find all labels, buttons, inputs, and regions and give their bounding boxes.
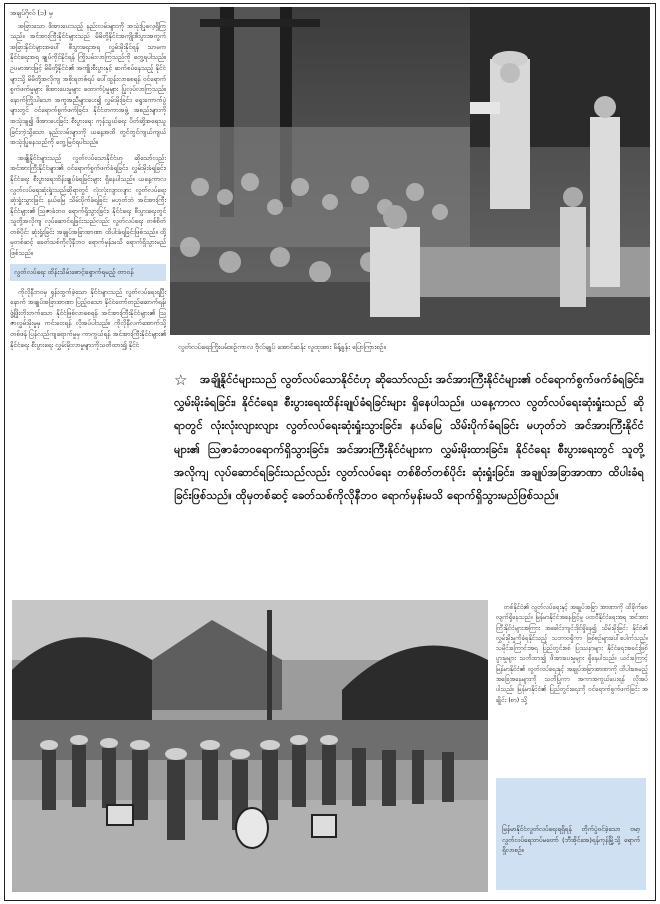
continued-header: အချပ်ဂိုလ် (၁) မှ bbox=[10, 9, 53, 17]
pull-quote bbox=[174, 368, 644, 507]
left-column bbox=[10, 8, 166, 355]
pull-quote-text: အချို့နိုင်ငံများသည် လွတ်လပ်သောနိုင်ငံဟု ဆိုသော်လည်း အင်အားကြီးနိုင်ငံများ၏ ဝင်ရောက်စွက်ဖက်ခံရခြင်း၊ လွှမ်းမိုးခံရခြင်း၊ နိုင်ငံရေး၊ စီးပွားရေးထိန်းချုပ်ခံရခြင်းများ ရှိနေပါသည်။ ယနေ့ကာလ လွတ်လပ်ရေးဆုံးရှုံးသည် ဆိုရာတွင် လုံးလုံးလျားလျား လွတ်လပ်ရေးဆုံးရှုံးသွားခြင်း၊ နယ်မြေ သိမ်းပိုက်ခံရခြင်း မဟုတ်ဘဲ အင်အားကြီးနိုင်ငံများ၏ ဩဇာခံဘဝရောက်ရှိသွားခြင်း၊ အင်အားကြီးနိုင်ငံများက လွှမ်းမိုးထားခြင်း၊ နိုင်ငံရေး စီးပွားရေးတွင် သူတို့အလိုကျ လုပ်ဆောင်ရခြင်းသည်လည်း လွတ်လပ်ရေး တစ်စိတ်တစ်ပိုင်း ဆုံးရှုံးခြင်း၊ အချုပ်အခြာအာဏာ ထိပါးခံရခြင်းဖြစ်သည်။ ထိုမှတစ်ဆင့် ခေတ်သစ်ကိုလိုနီဘဝ ရောက်မှန်းမသိ ရောက်ရှိသွားမည်ဖြစ်သည်။ bbox=[174, 372, 644, 503]
bottom-photo-caption: မြန်မာနိုင်ငံလွတ်လပ်ရေးရရှိရန် တိုက်ပွဲဝင်ခဲ့သော ဗမာ့လွတ်လပ်ရေးတပ်မတော် (ဘီအိုင်အေ)ရန်ကုန်မြို့သို့ ရောက်ရှိလာစဉ်။ bbox=[496, 778, 646, 890]
left-paragraph-3: ကိုလိုနီဘဝမှ ရုန်းထွက်ခဲ့သော နိုင်ငံများသည် လွတ်လပ်ရေးရပြီးနောက် အချုပ်အခြာအာဏာ ပြည့်ဝသော နိုင်ငံတော်တည်ဆောက်ရန်၊ ဖွံ့ဖြိုးတိုးတက်သော နိုင်ငံဖြစ်လာစေရန် အင်အားကြီးနိုင်ငံများ၏ သြဇာလွှမ်းမိုးမှုမှ ကင်းဝေးရန် လိုအပ်ပါသည်။ ကိုလိုနီလက်အောက်သို့ တစ်ဖန် ပြန်လည်ကျရောက်မှုမှ ကာကွယ်ရန် အင်အားကြီးနိုင်ငံများ၏ နိုင်ငံရေး စီးပွားရေး လွှမ်းမိုးလာမှုများကိုသတိထား၍ နိုင်ငံ bbox=[10, 287, 166, 349]
right-paragraph: တစ်နိုင်ငံ၏ လွတ်လပ်ရေးနှင့် အချုပ်အခြာ အာဏာကို ထိခိုက်စေလျက်ရှိနေသည်။ မြန်မာနိုင်ငံအနေဖြင့်မူ ပထဝီနိုင်ငံရေးအရ အင်အားကြီးနိုင်ငံများအကြား အခေါင်းကျင်းဒိုင်ရှိနေ၍ သိမ်းမိုးခြင်း နိုင်ငံ၏ လွှမ်းမိုးမှုကိုခံရနိုင်သည့် သဘာဝရှိကာ ဖြစ်စဉ်များပေါ်ပေါက်သည်။ သမိုင်းကြောင်းအရ ပြည်တွင်းစစ် ပြဿနာများ နိုင်ငံရေးအခင်းဖြစ်ပွားမှုများ သတိထား၍ ဖိအားပေးမှုများ ရှိနေပါသည်။ ယင်းကြောင့် မြန်မာနိုင်ငံ၏ လွတ်လပ်ရေးနှင့် အချုပ်အခြာအာဏာကို ထိပါးစေမည့် အခြေအနေများကို သတိပြုကာ အကာအကွယ်ပေးရန် လိုအပ်ပါသည်။ မြန်မာနိုင်ငံ၏ ပြည်တွင်းရေးကို ဝင်ရောက်စွက်ဖက်ခြင်း အချိုင်း (စာ) သို့ bbox=[496, 604, 648, 704]
left-paragraph-1: အခြားသော ဖိအားပေးသည့် နည်းလမ်းများကို အသုံးပြုလေ့ရှိကြသည်။ အင်အားကြီးနိုင်ငံများသည် မိမိတို့နိုင်ငံအကျိုးစီးပွားအတွက် အခြားနိုင်ငံများအပေါ် စီးပွားရေးအရ လွှမ်းမိုးနိုင်ရန် သာမက နိုင်ငံရေးအရ ချုပ်ကိုင်နိုင်ရန် ကြိုးပမ်းလာကြသည်ကို တွေ့ရပါသည်။ ဥပမာအားဖြင့် မိမိတို့နိုင်ငံ၏ အကျိုးစီးပွားနှင့် ဆက်စပ်နေသည့် နိုင်ငံများသို့ မိမိတို့အလိုကျ အစိုးရတစ်ရပ် ပေါ်ထွန်းလာစေရန် ဝင်ရောက်စွက်ဖက်မှုများ ဖိအားပေးမှုများ ထောက်ပံ့မှုများ ပြုလုပ်လာကြသည်။ နောက်ကြိုးပါသော အကူအညီများပေး၍ လွှမ်းမိုးခြင်း၊ ရွေးကောက်ပွဲများတွင် ဝင်ရောက်စွက်ဖက်ခြင်း၊ နိုင်ငံတကာအဖွဲ့ အစည်းများကိုအသုံးချ၍ ဖိအားပေးခြင်း စီးပွားရေး ကုန်သွယ်ရေး ပိတ်ဆို့အရေးယူခြင်းကဲ့သို့သော နည်းလမ်းများကို ယနေ့အထိ တွင်တွင်ကျယ်ကျယ် အသုံးပြုနေသည်ကို တွေ့မြင်ရပါသည်။ bbox=[10, 21, 166, 147]
left-paragraph-2: အချို့နိုင်ငံများသည် လွတ်လပ်သောနိုင်ငံဟု ဆိုသော်လည်း အင်အားကြီးနိုင်ငံများ၏ ဝင်ရောက်စွက်ဖက်ခံရခြင်း၊ လွှမ်းမိုးခံရခြင်း၊ နိုင်ငံရေး စီးပွားရေးထိန်းချုပ်ခံရခြင်းများ ရှိနေပါသည်။ ယနေ့ကာလ လွတ်လပ်ရေးဆုံးရှုံးသည်ဆိုရာတွင် လုံးလုံးလျားလျား လွတ်လပ်ရေးဆုံးရှုံးသွားခြင်း နယ်မြေ သိမ်းပိုက်ခံရခြင်း မဟုတ်ဘဲ အင်အားကြီးနိုင်ငံများ၏ ဩဇာခံဘဝ ရောက်ရှိသွားခြင်း၊ နိုင်ငံရေး စီးပွားရေးတွင် သူတို့အလိုကျ လုပ်ဆောင်ရခြင်းသည်လည်း လွတ်လပ်ရေး တစ်စိတ်တစ်ပိုင်း ဆုံးရှုံးခြင်း အချုပ်အခြာအာဏာ ထိပါးခံရခြင်းဖြစ်သည်။ ထို့မှတစ်ဆင့် ခေတ်သစ်ကိုလိုနီဘဝ ရောက်မှန်းမသိ ရောက်ရှိသွားမည်ဖြစ်သည်။ bbox=[10, 153, 166, 258]
right-column bbox=[496, 603, 648, 706]
rally-speech-photo bbox=[170, 7, 650, 335]
section-heading-highlight: လွတ်လပ်ရေး ထိန်းသိမ်းစောင့်ရှောက်ရမည့် တာဝန် bbox=[10, 264, 166, 281]
star-icon: ☆ bbox=[174, 371, 188, 389]
marching-army-photo bbox=[12, 600, 488, 892]
top-photo-caption: လွတ်လပ်ရေးကြိုးပမ်းစဉ်ကာလ ဗိုလ်ချုပ် အောင်ဆန်း လူထုအား မိန့်ခွန်း ပြောကြားစဉ်။ bbox=[178, 343, 386, 351]
